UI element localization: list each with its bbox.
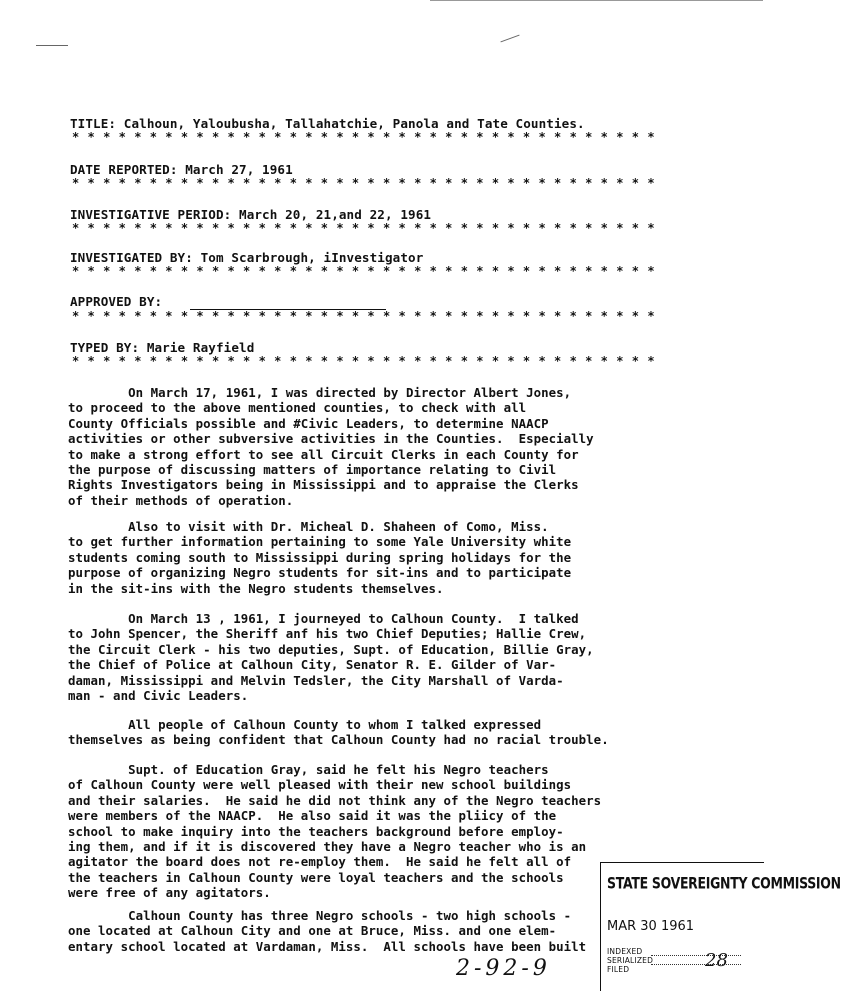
stamp-serialized: SERIALIZED <box>607 956 654 965</box>
star-divider: * * * * * * * * * * * * * * * * * * * * * * * * * * * * * * * * * * * * * * <box>72 264 656 278</box>
stamp-indexed: INDEXED <box>607 947 643 956</box>
paragraph-directive: On March 17, 1961, I was directed by Director Albert Jones, to proceed to the above mentioned counties, to check with all County Officials possible and #Civic Leaders, to determine NAACP activities or other subversive activities in the Counties. Especially to make a strong effort to see all Circuit Clerks in each County for the purpose of discussing matters of importance relating to Civil Rights Investigators being in Mississippi and to appraise the Clerks of their methods of operation. <box>68 385 594 508</box>
star-divider: * * * * * * * * * * * * * * * * * * * * * * * * * * * * * * * * * * * * * * <box>72 221 656 235</box>
investigated-by-line: INVESTIGATED BY: Tom Scarbrough, iInvestigator <box>70 250 424 265</box>
received-stamp <box>600 862 841 991</box>
title-line: TITLE: Calhoun, Yaloubusha, Tallahatchie, Panola and Tate Counties. <box>70 116 585 131</box>
paragraph-yale-students: Also to visit with Dr. Micheal D. Shaheen of Como, Miss. to get further information pertaining to some Yale University white students coming south to Mississippi during spring holidays for the purpose of organizing Negro students for sit-ins and to participate in the sit-ins with the Negro students themselves. <box>68 519 572 596</box>
star-divider: * * * * * * * * * * * * * * * * * * * * * * * * * * * * * * * * * * * * * * <box>72 130 656 144</box>
stamp-filed: FILED <box>607 965 630 974</box>
stamp-date: MAR 30 1961 <box>607 919 695 934</box>
handwritten-file-number: 2-92-9 <box>456 956 551 981</box>
star-divider: * * * * * * * * * * * * * * * * * * * * * * * * * * * * * * * * * * * * * * <box>72 176 656 190</box>
star-divider: * * * * * * * * * * * * * * * * * * * * * * * * * * * * * * * * * * * * * * <box>72 309 656 323</box>
paragraph-no-racial-trouble: All people of Calhoun County to whom I talked expressed themselves as being confident that Calhoun County had no racial trouble. <box>68 717 609 748</box>
star-divider: * * * * * * * * * * * * * * * * * * * * * * * * * * * * * * * * * * * * * * <box>72 354 656 368</box>
stamp-title: STATE SOVEREIGNTY COMMISSION <box>607 873 841 893</box>
approved-by-line: APPROVED BY: <box>70 294 163 309</box>
investigative-period-line: INVESTIGATIVE PERIOD: March 20, 21,and 22, 1961 <box>70 207 432 222</box>
paragraph-education-supt: Supt. of Education Gray, said he felt his Negro teachers of Calhoun County were well pleased with their new school buildings and their salaries. He said he did not think any of the Negro teachers were members of the NAACP. He also said it was the pliicy of the school to make inquiry into the teachers background before employ- ing them, and if it is discovered they have a Negro teacher who is an agitator the board does not re-employ them. He said he felt all of the teachers in Calhoun County were loyal teachers and the schools were free of any agitators. <box>68 762 602 901</box>
paragraph-negro-schools: Calhoun County has three Negro schools - two high schools - one located at Calhoun City and one at Bruce, Miss. and one elem- entary school located at Vardaman, Miss. All schools have been built <box>68 908 587 954</box>
handwritten-serial-number: 28 <box>705 950 728 971</box>
typed-by-line: TYPED BY: Marie Rayfield <box>70 340 255 355</box>
scan-mark <box>500 35 519 43</box>
scan-edge-mark <box>430 0 763 1</box>
date-reported-line: DATE REPORTED: March 27, 1961 <box>70 162 293 177</box>
paragraph-calhoun-visit: On March 13 , 1961, I journeyed to Calhoun County. I talked to John Spencer, the Sheriff anf his two Chief Deputies; Hallie Crew, the Circuit Clerk - his two deputies, Supt. of Education, Billie Gray, the Chief of Police at Calhoun City, Senator R. E. Gilder of Var- daman, Mississippi and Melvin Tedsler, the City Marshall of Varda- man - and Civic Leaders. <box>68 611 594 704</box>
scan-mark <box>36 45 68 46</box>
